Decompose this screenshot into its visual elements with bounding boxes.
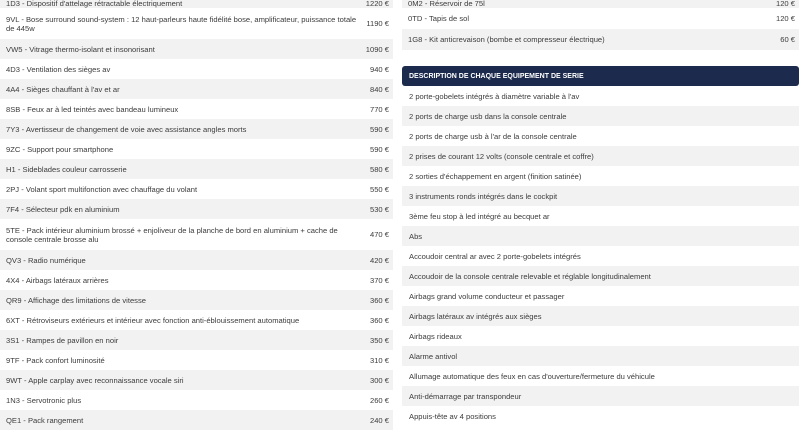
standard-equipment-item: [402, 86, 799, 106]
option-price: 590 €: [369, 124, 389, 134]
standard-equipment-label: 2 prises de courant 12 volts (console centrale et coffre): [409, 151, 594, 161]
options-list-right: [402, 0, 799, 50]
option-label: 0M2 - Réservoir de 75l: [408, 0, 485, 8]
option-row: [0, 0, 393, 8]
standard-equipment-label: Accoudoir de la console centrale relevable et réglable longitudinalement: [409, 271, 651, 281]
option-row: [0, 119, 393, 139]
standard-equipment-label: Accoudoir central ar avec 2 porte-gobelets intégrés: [409, 251, 581, 261]
option-label: 1D3 - Dispositif d'attelage rétractable électriquement: [6, 0, 183, 8]
option-price: 260 €: [369, 395, 389, 405]
option-label: 6XT - Rétroviseurs extérieurs et intérieur avec fonction anti-éblouissement automatique: [6, 315, 300, 325]
option-label: 3S1 - Rampes de pavillon en noir: [6, 335, 119, 345]
standard-equipment-title: DESCRIPTION DE CHAQUE EQUIPEMENT DE SERIE: [409, 72, 584, 80]
standard-equipment-item: [402, 186, 799, 206]
option-price: 940 €: [369, 64, 389, 74]
option-price: 530 €: [369, 204, 389, 214]
option-price: 120 €: [775, 14, 795, 23]
standard-equipment-label: 2 sorties d'échappement en argent (finition satinée): [409, 171, 582, 181]
option-row: [0, 410, 393, 430]
option-row: [0, 99, 393, 119]
option-price: 300 €: [369, 375, 389, 385]
option-row: [0, 219, 393, 250]
option-row: [0, 390, 393, 410]
option-label: 4A4 - Sièges chauffant à l'av et ar: [6, 84, 120, 94]
option-label: VW5 - Vitrage thermo-isolant et insonorisant: [6, 44, 155, 54]
option-row: [0, 310, 393, 330]
option-row: [0, 39, 393, 59]
option-row: [0, 350, 393, 370]
option-price: 1190 €: [366, 19, 389, 28]
option-row: [0, 139, 393, 159]
option-price: 590 €: [369, 144, 389, 154]
standard-equipment-list: [402, 86, 799, 426]
standard-equipment-item: [402, 346, 799, 366]
option-price: 240 €: [369, 415, 389, 425]
option-price: 60 €: [780, 35, 795, 44]
standard-equipment-item: [402, 206, 799, 226]
option-row: [0, 270, 393, 290]
option-label: 7F4 - Sélecteur pdk en aluminium: [6, 204, 120, 214]
option-row: [0, 370, 393, 390]
standard-equipment-label: Abs: [409, 231, 423, 241]
option-price: 360 €: [369, 295, 389, 305]
standard-equipment-item: [402, 306, 799, 326]
option-row: [0, 330, 393, 350]
option-label: QR9 - Affichage des limitations de vitesse: [6, 295, 146, 305]
option-row: [0, 199, 393, 219]
option-label: 8SB - Feux ar à led teintés avec bandeau lumineux: [6, 104, 179, 114]
option-label: 0TD - Tapis de sol: [408, 14, 470, 23]
option-price: 360 €: [369, 315, 389, 325]
standard-equipment-item: [402, 106, 799, 126]
standard-equipment-label: 2 ports de charge usb dans la console centrale: [409, 111, 567, 121]
option-row: [402, 8, 799, 29]
option-price: 1220 €: [365, 0, 389, 8]
option-row: [0, 290, 393, 310]
option-price: 840 €: [369, 84, 389, 94]
option-price: 470 €: [369, 230, 389, 239]
standard-equipment-label: Airbags rideaux: [409, 331, 462, 341]
option-price: 580 €: [369, 164, 389, 174]
standard-equipment-item: [402, 126, 799, 146]
option-label: 9ZC - Support pour smartphone: [6, 144, 114, 154]
standard-equipment-item: [402, 286, 799, 306]
option-row: [0, 159, 393, 179]
option-label: 4D3 - Ventilation des sièges av: [6, 64, 111, 74]
option-price: 310 €: [369, 355, 389, 365]
standard-equipment-item: [402, 266, 799, 286]
option-row: [0, 250, 393, 270]
right-column: [402, 0, 799, 426]
options-list-left: [0, 0, 393, 430]
standard-equipment-item: [402, 366, 799, 386]
option-price: 350 €: [369, 335, 389, 345]
standard-equipment-label: Anti-démarrage par transpondeur: [409, 391, 522, 401]
standard-equipment-item: [402, 226, 799, 246]
standard-equipment-label: 2 ports de charge usb à l'ar de la console centrale: [409, 131, 577, 141]
standard-equipment-label: Airbags latéraux av intégrés aux sièges: [409, 311, 542, 321]
standard-equipment-item: [402, 146, 799, 166]
option-row: [0, 179, 393, 199]
option-price: 770 €: [369, 104, 389, 114]
standard-equipment-item: [402, 326, 799, 346]
option-row: [402, 29, 799, 50]
spacer: [402, 50, 799, 66]
option-label: 9TF - Pack confort luminosité: [6, 355, 105, 365]
option-label: QE1 - Pack rangement: [6, 415, 84, 425]
option-label: 7Y3 - Avertisseur de changement de voie avec assistance angles morts: [6, 124, 247, 134]
option-price: 370 €: [369, 275, 389, 285]
option-label: 2PJ - Volant sport multifonction avec chauffage du volant: [6, 184, 198, 194]
option-row: [402, 0, 799, 8]
option-label: 1N3 - Servotronic plus: [6, 395, 82, 405]
option-row: [0, 8, 393, 39]
standard-equipment-label: 3ème feu stop à led intégré au becquet ar: [409, 211, 550, 221]
option-label: 5TE - Pack intérieur aluminium brossé + enjoliveur de la planche de bord en aluminium + cache de console centrale brosse alu: [6, 225, 338, 244]
standard-equipment-label: Alarme antivol: [409, 351, 458, 361]
option-label: 9WT - Apple carplay avec reconnaissance vocale siri: [6, 375, 184, 385]
option-row: [0, 79, 393, 99]
option-price: 550 €: [369, 184, 389, 194]
option-label: QV3 - Radio numérique: [6, 255, 86, 265]
option-label: H1 - Sideblades couleur carrosserie: [6, 164, 127, 174]
option-price: 120 €: [775, 0, 795, 8]
standard-equipment-item: [402, 166, 799, 186]
option-price: 420 €: [369, 255, 389, 265]
option-row: [0, 59, 393, 79]
standard-equipment-label: Allumage automatique des feux en cas d'ouverture/fermeture du véhicule: [409, 371, 655, 381]
option-label: 1G8 - Kit anticrevaison (bombe et compresseur électrique): [408, 35, 605, 44]
standard-equipment-header: [402, 66, 799, 86]
standard-equipment-item: [402, 386, 799, 406]
option-price: 1090 €: [365, 44, 389, 54]
standard-equipment-label: Airbags grand volume conducteur et passager: [409, 291, 565, 301]
standard-equipment-label: 2 porte-gobelets intégrés à diamètre variable à l'av: [409, 91, 580, 101]
standard-equipment-item: [402, 406, 799, 426]
standard-equipment-item: [402, 246, 799, 266]
option-label: 4X4 - Airbags latéraux arrières: [6, 275, 109, 285]
standard-equipment-label: 3 instruments ronds intégrés dans le cockpit: [409, 191, 558, 201]
standard-equipment-label: Appuis-tête av 4 positions: [409, 411, 496, 421]
option-label: 9VL - Bose surround sound-system : 12 haut-parleurs haute fidélité bose, amplificateur, puissance totale de 445w: [6, 14, 357, 33]
